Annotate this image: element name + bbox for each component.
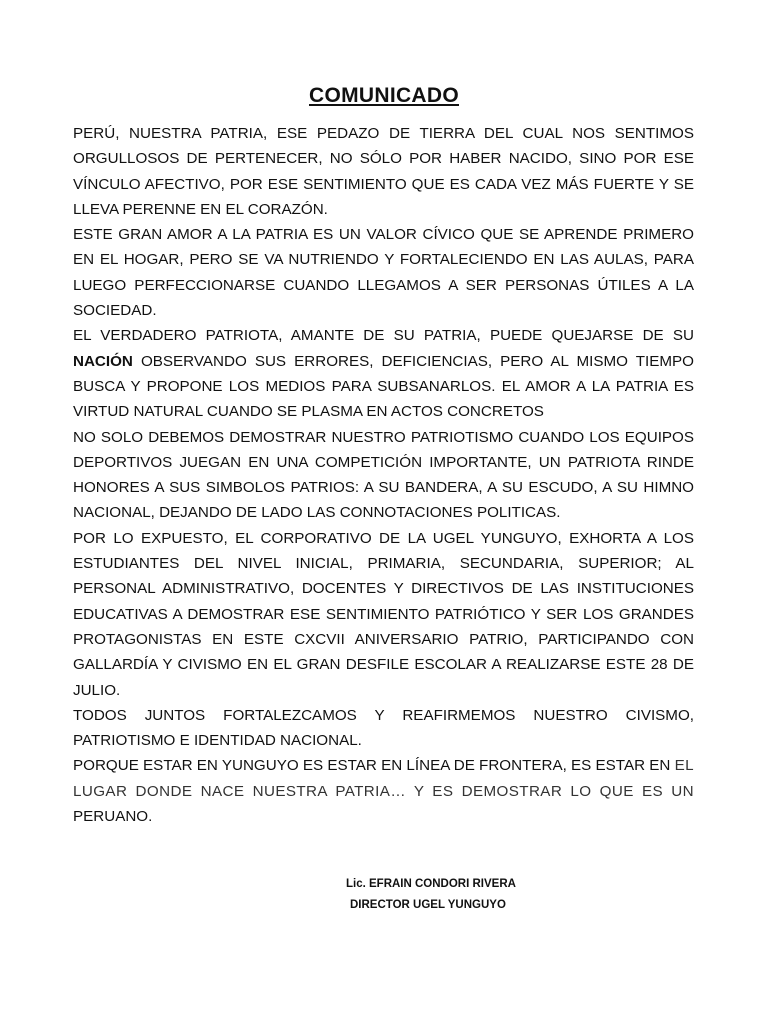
signature-role: DIRECTOR UGEL YUNGUYO	[350, 899, 506, 911]
paragraph-7-end: PERUANO.	[73, 808, 153, 826]
paragraph-5: POR LO EXPUESTO, EL CORPORATIVO DE LA UGEL YUNGUYO, EXHORTA A LOS ESTUDIANTES DEL NIVEL INICIAL, PRIMARIA, SECUNDARIA, SUPERIOR; AL PERSONAL ADMINISTRATIVO, DOCENTES Y DIRECTIVOS DE LAS INSTITUCIONES EDUCATIVAS A DEMOSTRAR ESE SENTIMIENTO PATRIÓTICO Y SER LOS GRANDES PROTAGONISTAS EN ESTE CXCVII ANIVERSARIO PATRIO, PARTICIPANDO CON GALLARDÍA Y CIVISMO EN EL GRAN DESFILE ESCOLAR A REALIZARSE ESTE 28 DE JULIO.	[73, 529, 694, 699]
paragraph-4: NO SOLO DEBEMOS DEMOSTRAR NUESTRO PATRIOTISMO CUANDO LOS EQUIPOS DEPORTIVOS JUEGAN EN UNA COMPETICIÓN IMPORTANTE, UN PATRIOTA RINDE HONORES A SUS SIMBOLOS PATRIOS: A SU BANDERA, A SU ESCUDO, A SU HIMNO NACIONAL, DEJANDO DE LADO LAS CONNOTACIONES POLITICAS.	[73, 428, 694, 522]
paragraph-7-start: PORQUE ESTAR EN YUNGUYO ES ESTAR EN LÍNEA DE FRONTERA, ES ESTAR EN	[73, 757, 675, 775]
signature-name: Lic. EFRAIN CONDORI RIVERA	[346, 878, 516, 890]
paragraph-3-start: EL VERDADERO PATRIOTA, AMANTE DE SU PATRIA, PUEDE QUEJARSE DE SU	[73, 327, 694, 345]
paragraph-3	[73, 323, 694, 424]
paragraph-3-end: OBSERVANDO SUS ERRORES, DEFICIENCIAS, PERO AL MISMO TIEMPO BUSCA Y PROPONE LOS MEDIOS PARA SUBSANARLOS. EL AMOR A LA PATRIA ES VIRTUD NATURAL CUANDO SE PLASMA EN ACTOS CONCRETOS	[73, 352, 694, 421]
paragraph-6: TODOS JUNTOS FORTALEZCAMOS Y REAFIRMEMOS NUESTRO CIVISMO, PATRIOTISMO E IDENTIDAD NACIONAL.	[73, 706, 694, 750]
document-title: COMUNICADO	[309, 84, 459, 107]
paragraph-7-light: EL LUGAR DONDE NACE NUESTRA PATRIA… Y ES DEMOSTRAR LO QUE ES UN	[73, 757, 694, 800]
paragraph-2: ESTE GRAN AMOR A LA PATRIA ES UN VALOR CÍVICO QUE SE APRENDE PRIMERO EN EL HOGAR, PERO SE VA NUTRIENDO Y FORTALECIENDO EN LAS AULAS, PARA LUEGO PERFECCIONARSE CUANDO LLEGAMOS A SER PERSONAS ÚTILES A LA SOCIEDAD.	[73, 226, 694, 320]
paragraph-7	[73, 753, 694, 829]
paragraph-1: PERÚ, NUESTRA PATRIA, ESE PEDAZO DE TIERRA DEL CUAL NOS SENTIMOS ORGULLOSOS DE PERTENECER, NO SÓLO POR HABER NACIDO, SINO POR ESE VÍNCULO AFECTIVO, POR ESE SENTIMIENTO QUE ES CADA VEZ MÁS FUERTE Y SE LLEVA PERENNE EN EL CORAZÓN.	[73, 125, 694, 218]
nacion-bold-word: NACIÓN	[73, 352, 133, 370]
document-body	[73, 121, 694, 829]
